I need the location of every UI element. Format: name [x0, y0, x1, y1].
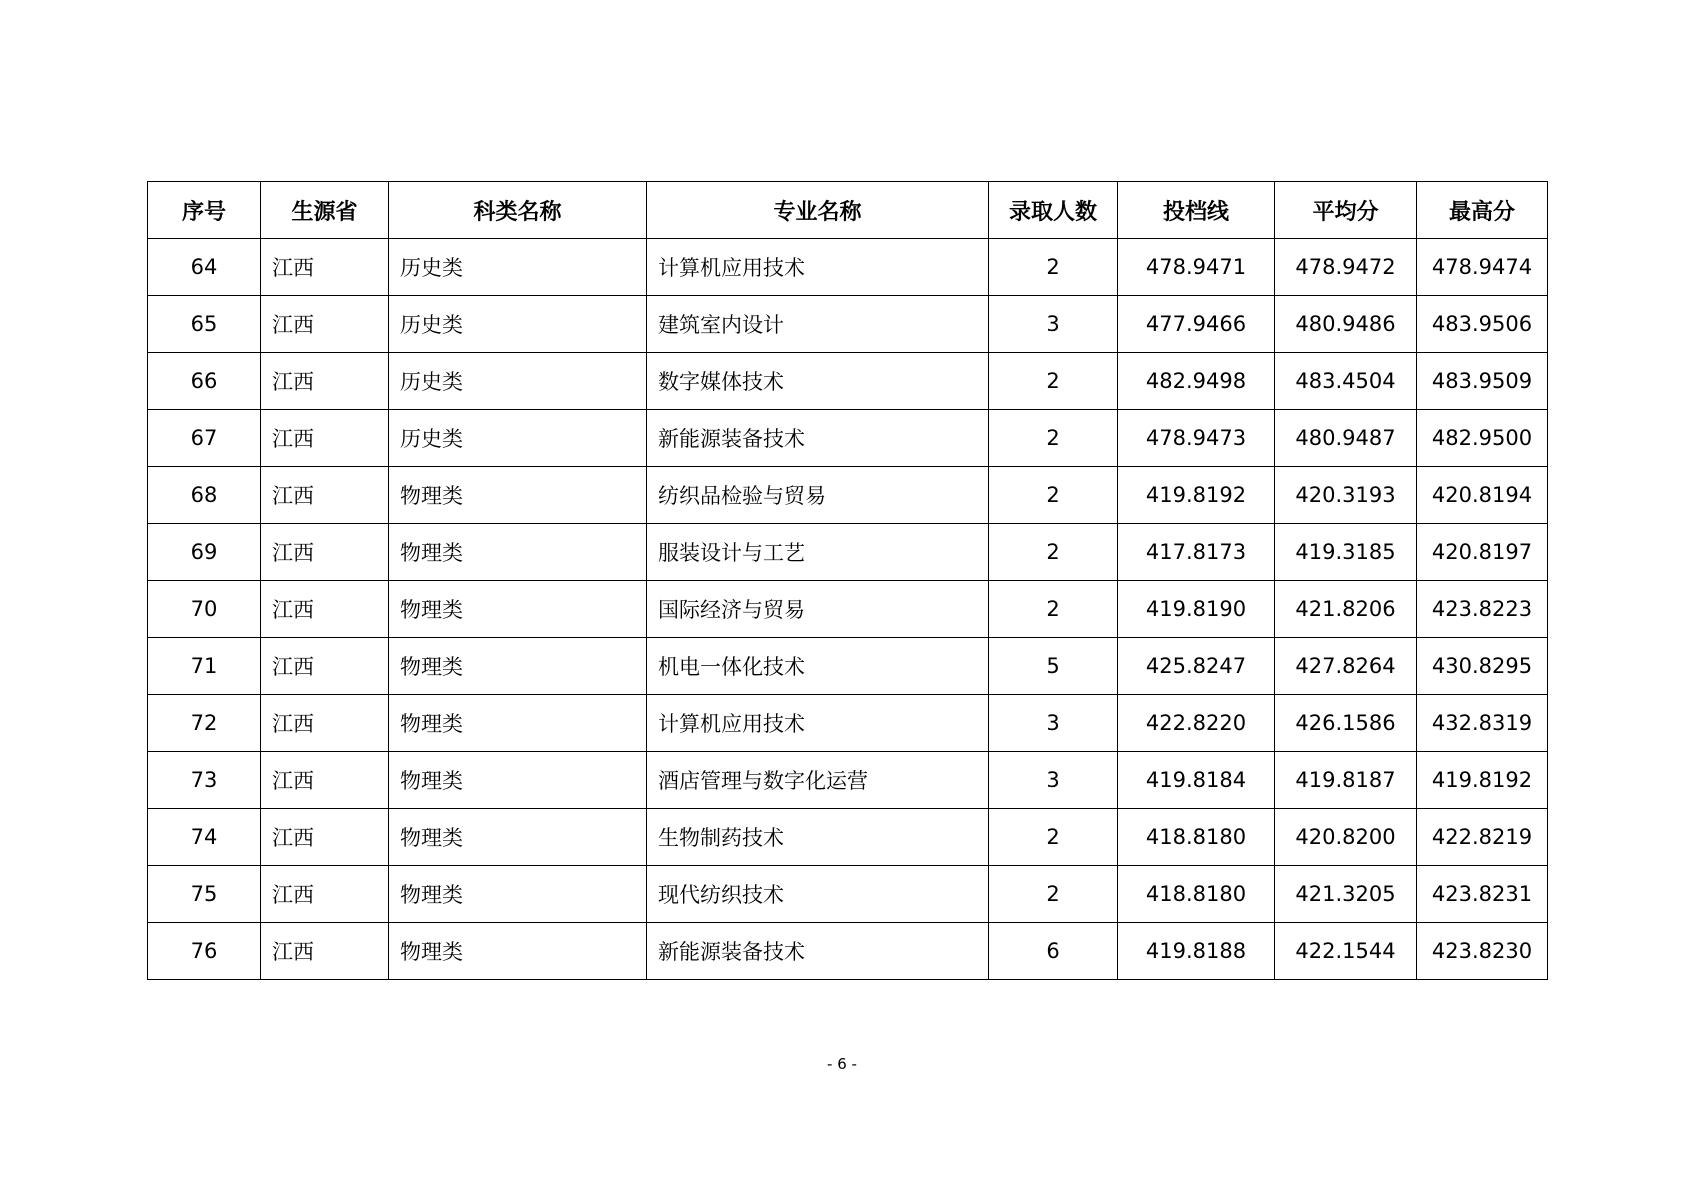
cell-major: 数字媒体技术 [647, 353, 989, 410]
cell-category: 历史类 [389, 239, 647, 296]
table-row [148, 296, 1548, 353]
cell-category: 物理类 [389, 467, 647, 524]
cell-major: 生物制药技术 [647, 809, 989, 866]
table-row [148, 809, 1548, 866]
cell-cutoff-score: 419.8192 [1118, 467, 1275, 524]
cell-major: 纺织品检验与贸易 [647, 467, 989, 524]
cell-major: 计算机应用技术 [647, 695, 989, 752]
table-row [148, 752, 1548, 809]
cell-category: 物理类 [389, 752, 647, 809]
cell-admitted-count: 2 [989, 410, 1118, 467]
cell-province: 江西 [261, 581, 389, 638]
cell-major: 机电一体化技术 [647, 638, 989, 695]
cell-major: 新能源装备技术 [647, 923, 989, 980]
cell-index: 71 [148, 638, 261, 695]
cell-province: 江西 [261, 866, 389, 923]
cell-province: 江西 [261, 695, 389, 752]
admission-scores-table [147, 181, 1548, 980]
cell-average-score: 421.3205 [1275, 866, 1417, 923]
cell-average-score: 421.8206 [1275, 581, 1417, 638]
cell-province: 江西 [261, 239, 389, 296]
cell-average-score: 420.8200 [1275, 809, 1417, 866]
cell-province: 江西 [261, 809, 389, 866]
cell-index: 64 [148, 239, 261, 296]
cell-major: 建筑室内设计 [647, 296, 989, 353]
cell-admitted-count: 3 [989, 695, 1118, 752]
cell-average-score: 480.9486 [1275, 296, 1417, 353]
cell-index: 65 [148, 296, 261, 353]
cell-category: 历史类 [389, 296, 647, 353]
cell-category: 物理类 [389, 638, 647, 695]
cell-cutoff-score: 419.8190 [1118, 581, 1275, 638]
cell-index: 68 [148, 467, 261, 524]
table-body [148, 239, 1548, 980]
cell-province: 江西 [261, 752, 389, 809]
cell-admitted-count: 3 [989, 296, 1118, 353]
cell-admitted-count: 2 [989, 524, 1118, 581]
table-row [148, 581, 1548, 638]
cell-category: 历史类 [389, 353, 647, 410]
cell-category: 物理类 [389, 695, 647, 752]
cell-average-score: 480.9487 [1275, 410, 1417, 467]
cell-index: 66 [148, 353, 261, 410]
table-row [148, 695, 1548, 752]
table-row [148, 467, 1548, 524]
cell-admitted-count: 2 [989, 866, 1118, 923]
cell-admitted-count: 2 [989, 467, 1118, 524]
cell-province: 江西 [261, 467, 389, 524]
cell-cutoff-score: 417.8173 [1118, 524, 1275, 581]
header-index: 序号 [148, 182, 261, 239]
cell-category: 物理类 [389, 923, 647, 980]
cell-average-score: 420.3193 [1275, 467, 1417, 524]
cell-highest-score: 419.8192 [1417, 752, 1548, 809]
page-number: - 6 - [827, 1055, 857, 1073]
cell-major: 酒店管理与数字化运营 [647, 752, 989, 809]
cell-cutoff-score: 419.8188 [1118, 923, 1275, 980]
cell-province: 江西 [261, 524, 389, 581]
cell-highest-score: 483.9506 [1417, 296, 1548, 353]
cell-average-score: 419.8187 [1275, 752, 1417, 809]
cell-average-score: 427.8264 [1275, 638, 1417, 695]
cell-admitted-count: 5 [989, 638, 1118, 695]
table-row [148, 638, 1548, 695]
cell-major: 计算机应用技术 [647, 239, 989, 296]
cell-province: 江西 [261, 923, 389, 980]
cell-major: 新能源装备技术 [647, 410, 989, 467]
cell-highest-score: 423.8231 [1417, 866, 1548, 923]
header-category: 科类名称 [389, 182, 647, 239]
cell-index: 76 [148, 923, 261, 980]
table-row [148, 524, 1548, 581]
cell-highest-score: 432.8319 [1417, 695, 1548, 752]
cell-province: 江西 [261, 410, 389, 467]
header-province: 生源省 [261, 182, 389, 239]
cell-major: 现代纺织技术 [647, 866, 989, 923]
cell-highest-score: 420.8194 [1417, 467, 1548, 524]
cell-admitted-count: 2 [989, 353, 1118, 410]
cell-average-score: 426.1586 [1275, 695, 1417, 752]
cell-category: 物理类 [389, 581, 647, 638]
cell-major: 服装设计与工艺 [647, 524, 989, 581]
cell-cutoff-score: 419.8184 [1118, 752, 1275, 809]
cell-index: 74 [148, 809, 261, 866]
cell-highest-score: 478.9474 [1417, 239, 1548, 296]
table-row [148, 239, 1548, 296]
cell-highest-score: 422.8219 [1417, 809, 1548, 866]
cell-cutoff-score: 478.9473 [1118, 410, 1275, 467]
cell-cutoff-score: 478.9471 [1118, 239, 1275, 296]
header-average-score: 平均分 [1275, 182, 1417, 239]
header-admitted-count: 录取人数 [989, 182, 1118, 239]
cell-cutoff-score: 477.9466 [1118, 296, 1275, 353]
header-highest-score: 最高分 [1417, 182, 1548, 239]
cell-province: 江西 [261, 638, 389, 695]
table-row [148, 353, 1548, 410]
cell-admitted-count: 3 [989, 752, 1118, 809]
cell-category: 物理类 [389, 524, 647, 581]
cell-index: 75 [148, 866, 261, 923]
cell-highest-score: 423.8223 [1417, 581, 1548, 638]
cell-cutoff-score: 422.8220 [1118, 695, 1275, 752]
cell-province: 江西 [261, 296, 389, 353]
cell-index: 70 [148, 581, 261, 638]
cell-admitted-count: 2 [989, 581, 1118, 638]
cell-index: 72 [148, 695, 261, 752]
cell-category: 物理类 [389, 866, 647, 923]
cell-highest-score: 430.8295 [1417, 638, 1548, 695]
cell-index: 69 [148, 524, 261, 581]
cell-average-score: 478.9472 [1275, 239, 1417, 296]
cell-highest-score: 423.8230 [1417, 923, 1548, 980]
cell-major: 国际经济与贸易 [647, 581, 989, 638]
cell-index: 73 [148, 752, 261, 809]
table-row [148, 410, 1548, 467]
cell-category: 历史类 [389, 410, 647, 467]
cell-highest-score: 482.9500 [1417, 410, 1548, 467]
table-row [148, 866, 1548, 923]
cell-province: 江西 [261, 353, 389, 410]
cell-average-score: 419.3185 [1275, 524, 1417, 581]
cell-category: 物理类 [389, 809, 647, 866]
cell-admitted-count: 2 [989, 809, 1118, 866]
header-cutoff-score: 投档线 [1118, 182, 1275, 239]
cell-highest-score: 420.8197 [1417, 524, 1548, 581]
cell-cutoff-score: 418.8180 [1118, 809, 1275, 866]
cell-cutoff-score: 418.8180 [1118, 866, 1275, 923]
cell-average-score: 422.1544 [1275, 923, 1417, 980]
cell-highest-score: 483.9509 [1417, 353, 1548, 410]
cell-index: 67 [148, 410, 261, 467]
table-row [148, 923, 1548, 980]
cell-cutoff-score: 482.9498 [1118, 353, 1275, 410]
cell-admitted-count: 2 [989, 239, 1118, 296]
cell-average-score: 483.4504 [1275, 353, 1417, 410]
table-header-row [148, 182, 1548, 239]
header-major: 专业名称 [647, 182, 989, 239]
cell-admitted-count: 6 [989, 923, 1118, 980]
cell-cutoff-score: 425.8247 [1118, 638, 1275, 695]
